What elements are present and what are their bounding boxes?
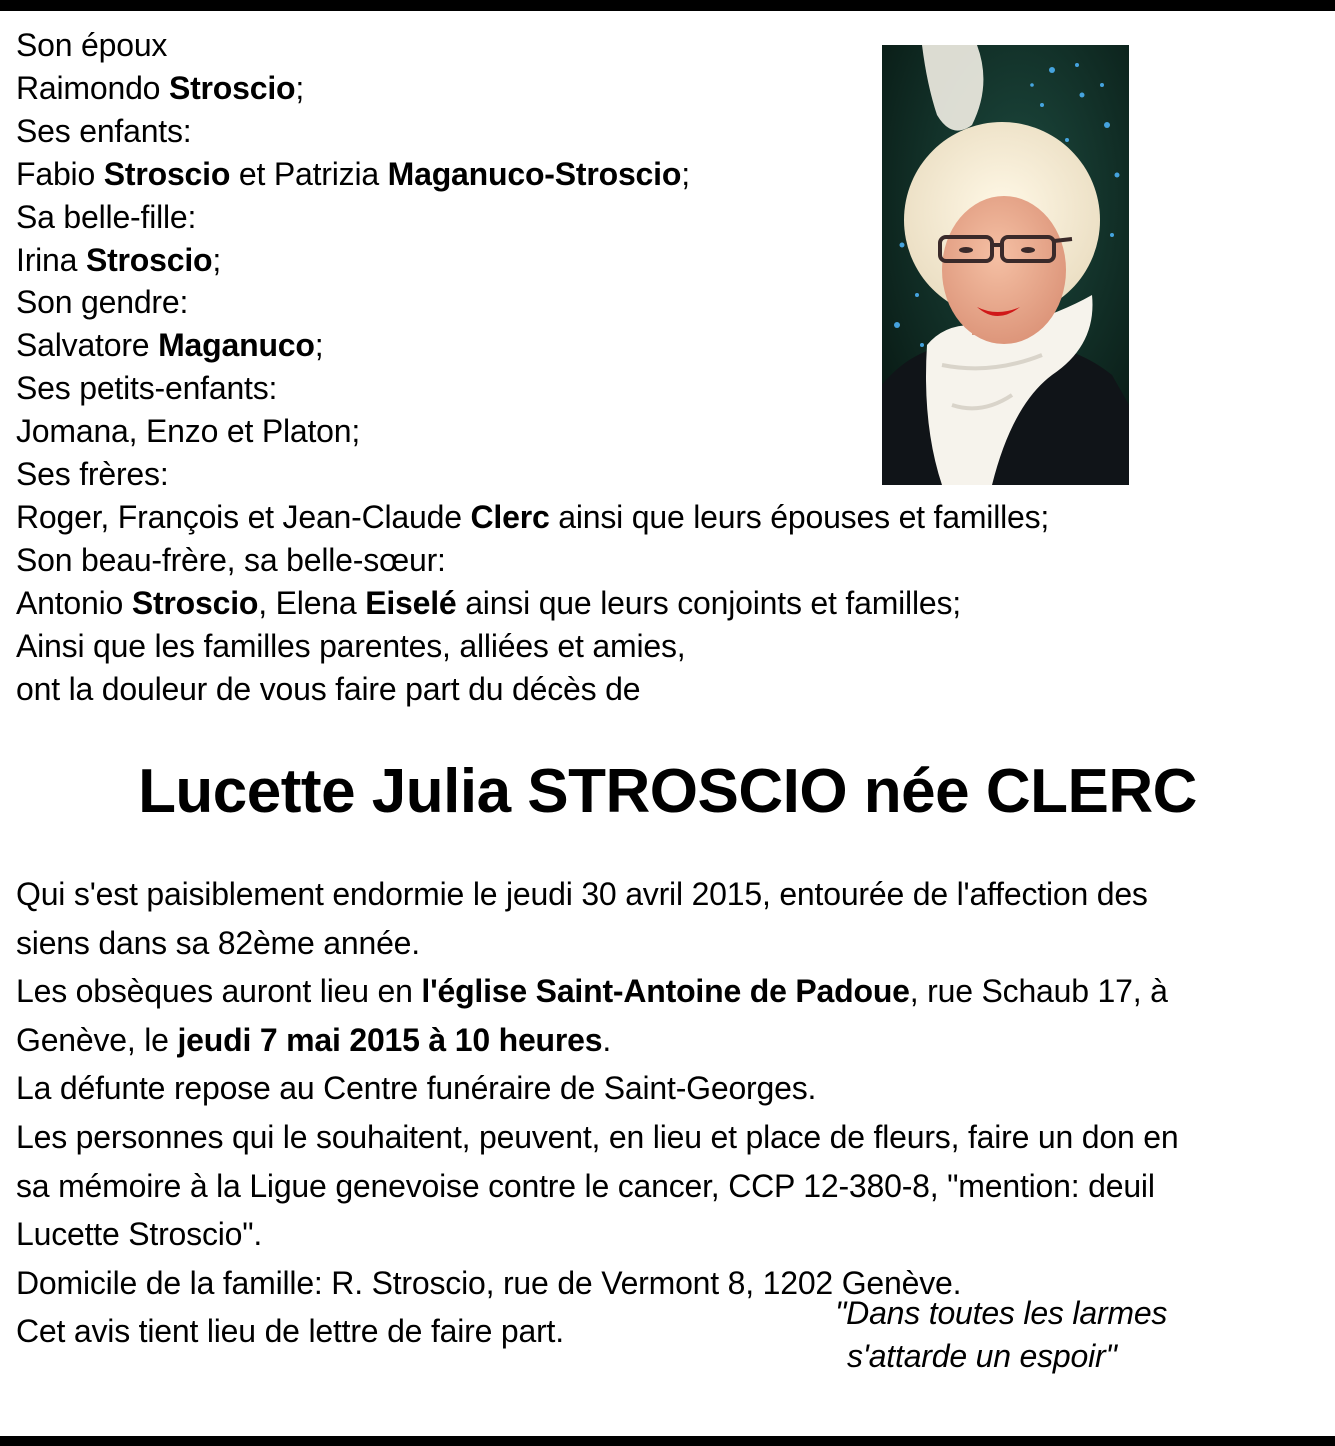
details-text: Lucette Stroscio". [16, 1216, 263, 1253]
closing-line: Ainsi que les familles parentes, alliées et amies, [16, 627, 686, 664]
surname: Maganuco [158, 327, 315, 364]
first-names: Roger, François et Jean-Claude [16, 498, 471, 535]
family-line [16, 582, 1316, 625]
punctuation: . [602, 1021, 612, 1058]
first-names: Jomana, Enzo et Platon; [16, 413, 361, 450]
ceremony-date: jeudi 7 mai 2015 à 10 heures [177, 1021, 603, 1058]
first-name: Salvatore [16, 327, 159, 364]
punctuation: ; [314, 327, 324, 364]
portrait-image [882, 45, 1129, 485]
relation-label: Ses petits-enfants: [16, 370, 278, 407]
top-rule [0, 0, 1335, 11]
family-line [16, 539, 1316, 582]
relation-label: Ses enfants: [16, 112, 192, 149]
family-line [16, 625, 1316, 668]
details-line [16, 1162, 1316, 1211]
details-text: siens dans sa 82ème année. [16, 924, 420, 961]
details-text: Les obsèques auront lieu en [16, 973, 422, 1010]
details-text: Les personnes qui le souhaitent, peuvent, en lieu et place de fleurs, faire un don en [16, 1118, 1179, 1155]
details-text: Cet avis tient lieu de lettre de faire part. [16, 1313, 564, 1350]
family-line [16, 668, 1316, 711]
details-line [16, 967, 1316, 1016]
surname: Stroscio [168, 69, 296, 106]
punctuation: ; [295, 69, 305, 106]
punctuation: ; [212, 241, 222, 278]
family-line [16, 496, 1316, 539]
relation-note: ainsi que leurs épouses et familles; [549, 498, 1050, 535]
deceased-name: Lucette Julia STROSCIO née CLERC [138, 757, 1197, 826]
funeral-details [16, 870, 1316, 1356]
details-text: sa mémoire à la Ligue genevoise contre le cancer, CCP 12-380-8, "mention: deuil [16, 1167, 1155, 1204]
relation-label: Son époux [16, 27, 168, 63]
details-line [16, 1210, 1316, 1259]
church-name: l'église Saint-Antoine de Padoue [421, 973, 910, 1010]
surname: Stroscio [103, 155, 231, 192]
details-text: , rue Schaub 17, à [909, 973, 1168, 1010]
first-name: Fabio [16, 155, 104, 192]
details-line [16, 1113, 1316, 1162]
relation-label: Ses frères: [16, 456, 169, 493]
details-text: La défunte repose au Centre funéraire de Saint-Georges. [16, 1070, 817, 1107]
relation-label: Son beau-frère, sa belle-sœur: [16, 541, 446, 578]
bottom-rule [0, 1436, 1335, 1446]
surname: Maganuco-Stroscio [387, 155, 682, 192]
details-text: Genève, le [16, 1021, 178, 1058]
family-address: Domicile de la famille: R. Stroscio, rue de Vermont 8, 1202 Genève. [16, 1264, 962, 1301]
portrait-photo [882, 45, 1129, 485]
relation-label: Son gendre: [16, 284, 189, 321]
details-line [16, 870, 1316, 919]
surname: Clerc [470, 498, 550, 535]
closing-quote [835, 1292, 1255, 1378]
details-line [16, 1064, 1316, 1113]
relation-note: ainsi que leurs conjoints et familles; [456, 584, 961, 621]
first-name: , Elena [258, 584, 366, 621]
quote-line: s'attarde un espoir" [847, 1338, 1117, 1374]
surname: Eiselé [365, 584, 457, 621]
announcement-line: ont la douleur de vous faire part du décès de [16, 670, 641, 707]
details-text: Qui s'est paisiblement endormie le jeudi 30 avril 2015, entourée de l'affection des [16, 876, 1148, 912]
first-name: Irina [16, 241, 86, 278]
punctuation: ; [681, 155, 690, 192]
first-name: Antonio [16, 584, 132, 621]
surname: Stroscio [85, 241, 213, 278]
first-name: Raimondo [16, 69, 169, 106]
details-line [16, 1016, 1316, 1065]
surname: Stroscio [131, 584, 259, 621]
details-line [16, 919, 1316, 968]
relation-label: Sa belle-fille: [16, 198, 197, 235]
quote-line: "Dans toutes les larmes [835, 1295, 1168, 1331]
first-name: et Patrizia [230, 155, 388, 192]
